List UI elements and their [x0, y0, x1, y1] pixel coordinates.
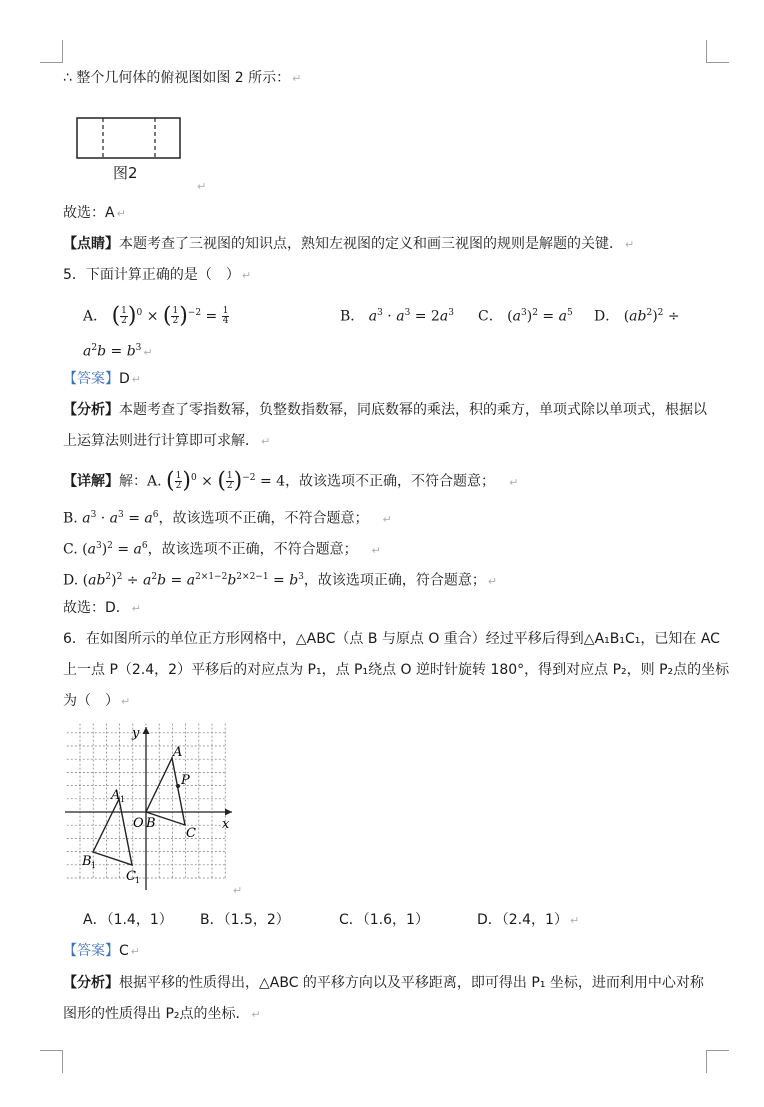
question-6-option-c: C．（1.6，1）: [339, 912, 429, 928]
question-5-detail-a: 【详解】解：A. ( $\frac{1}{2}$ )$^0$ × ( $\frac{1}{2}$ )$^{-2}$ = 4，故该选项不正确，不符合题意； ↵: [63, 468, 519, 494]
question-6-option-d: D．（2.4，1） ↵: [477, 912, 580, 928]
question-6-analysis-line-2: 图形的性质得出 P₂点的坐标． ↵: [63, 1006, 261, 1022]
question-5-analysis-line-1: 【分析】本题考查了零指数幂，负整数指数幂，同底数幂的乘法，积的乘方，单项式除以单项式，根据以: [63, 402, 707, 418]
question-5-stem: 5．下面计算正确的是（ ） ↵: [63, 267, 252, 283]
choose-answer-a: 故选：A ↵: [63, 205, 126, 221]
dianjing-note: 【点睛】本题考查了三视图的知识点，熟知左视图的定义和画三视图的规则是解题的关键． ↵: [63, 236, 635, 252]
triangle-abc: [146, 758, 185, 825]
question-6-grid-figure: [62, 722, 242, 894]
corner-mark-bottom-left: [40, 1050, 63, 1073]
x-axis-arrow: [225, 809, 232, 816]
label-b1: B: [82, 854, 92, 869]
y-axis-arrow: [143, 727, 150, 734]
question-6-stem-line-2: 上一点 P（2.4，2）平移后的对应点为 P₁，点 P₁绕点 O 逆时针旋转 180°，得到对应点 P₂，则 P₂点的坐标: [63, 662, 730, 678]
choose-answer-d: 故选：D． ↵: [63, 600, 141, 616]
label-b1-sub: 1: [91, 861, 97, 870]
label-c1-sub: 1: [135, 876, 141, 885]
figure-2-caption: 图2: [113, 164, 138, 182]
label-c: C: [186, 826, 196, 841]
label-b: B: [146, 816, 156, 831]
question-5-option-a: A． ( $\frac{1}{2}$ )$^0$ × ( $\frac{1}{2}$ )$^{-2}$ = $\frac{1}{4}$: [83, 303, 229, 329]
question-5-answer: 【答案】D ↵: [63, 371, 141, 387]
label-x: x: [222, 817, 230, 832]
question-6-stem-line-3: 为（ ） ↵: [63, 693, 131, 709]
question-6-stem-line-1: 6．在如图所示的单位正方形网格中，△ABC（点 B 与原点 O 重合）经过平移后得到△A₁B₁C₁，已知在 AC: [63, 631, 720, 647]
label-p: P: [181, 773, 190, 788]
question-5-option-d-continued: $a^2b = b^3$ ↵: [83, 343, 153, 360]
label-a1: A: [111, 788, 121, 803]
question-6-option-a: A．（1.4，1）: [83, 912, 173, 928]
question-5-detail-b: B. $a^3 \cdot a^3 = a^6$，故该选项不正确，不符合题意； ↵: [63, 510, 392, 527]
corner-mark-top-right: [706, 40, 729, 63]
label-a1-sub: 1: [120, 795, 126, 804]
label-y: y: [132, 726, 140, 741]
corner-mark-bottom-right: [706, 1050, 729, 1073]
question-6-option-b: B．（1.5，2）: [200, 912, 290, 928]
label-o: O: [133, 816, 144, 831]
question-5-option-b: B． $a^3 \cdot a^3 = 2a^3$: [340, 308, 454, 325]
question-6-answer: 【答案】C ↵: [63, 943, 140, 959]
para-mark: ↵: [197, 180, 207, 193]
question-5-detail-c: C. $(a^3)^2 = a^6$，故该选项不正确，不符合题意； ↵: [63, 541, 381, 558]
question-5-option-d: D． $(ab^2)^2$ ÷: [594, 308, 680, 325]
point-p: [176, 784, 180, 788]
triangle-a1b1c1: [93, 799, 132, 865]
figure-2-outer-rect: [77, 118, 180, 158]
corner-mark-top-left: [40, 40, 63, 63]
text-line-top-view: ∴ 整个几何体的俯视图如图 2 所示： ↵: [63, 70, 302, 86]
label-a: A: [173, 745, 183, 760]
question-6-analysis-line-1: 【分析】根据平移的性质得出，△ABC 的平移方向以及平移距离，即可得出 P₁ 坐标，进而利用中心对称: [63, 975, 704, 991]
question-5-option-c: C． $(a^3)^2 = a^5$: [478, 308, 573, 325]
question-5-analysis-line-2: 上运算法则进行计算即可求解． ↵: [63, 433, 271, 449]
para-mark: ↵: [233, 884, 243, 897]
question-5-detail-d: D. $(ab^2)^2 \div a^2b = a^{2\times 1-2}b^{2\times 2-1} = b^3$，故该选项正确，符合题意； ↵: [63, 572, 498, 589]
label-c1: C: [126, 869, 136, 884]
